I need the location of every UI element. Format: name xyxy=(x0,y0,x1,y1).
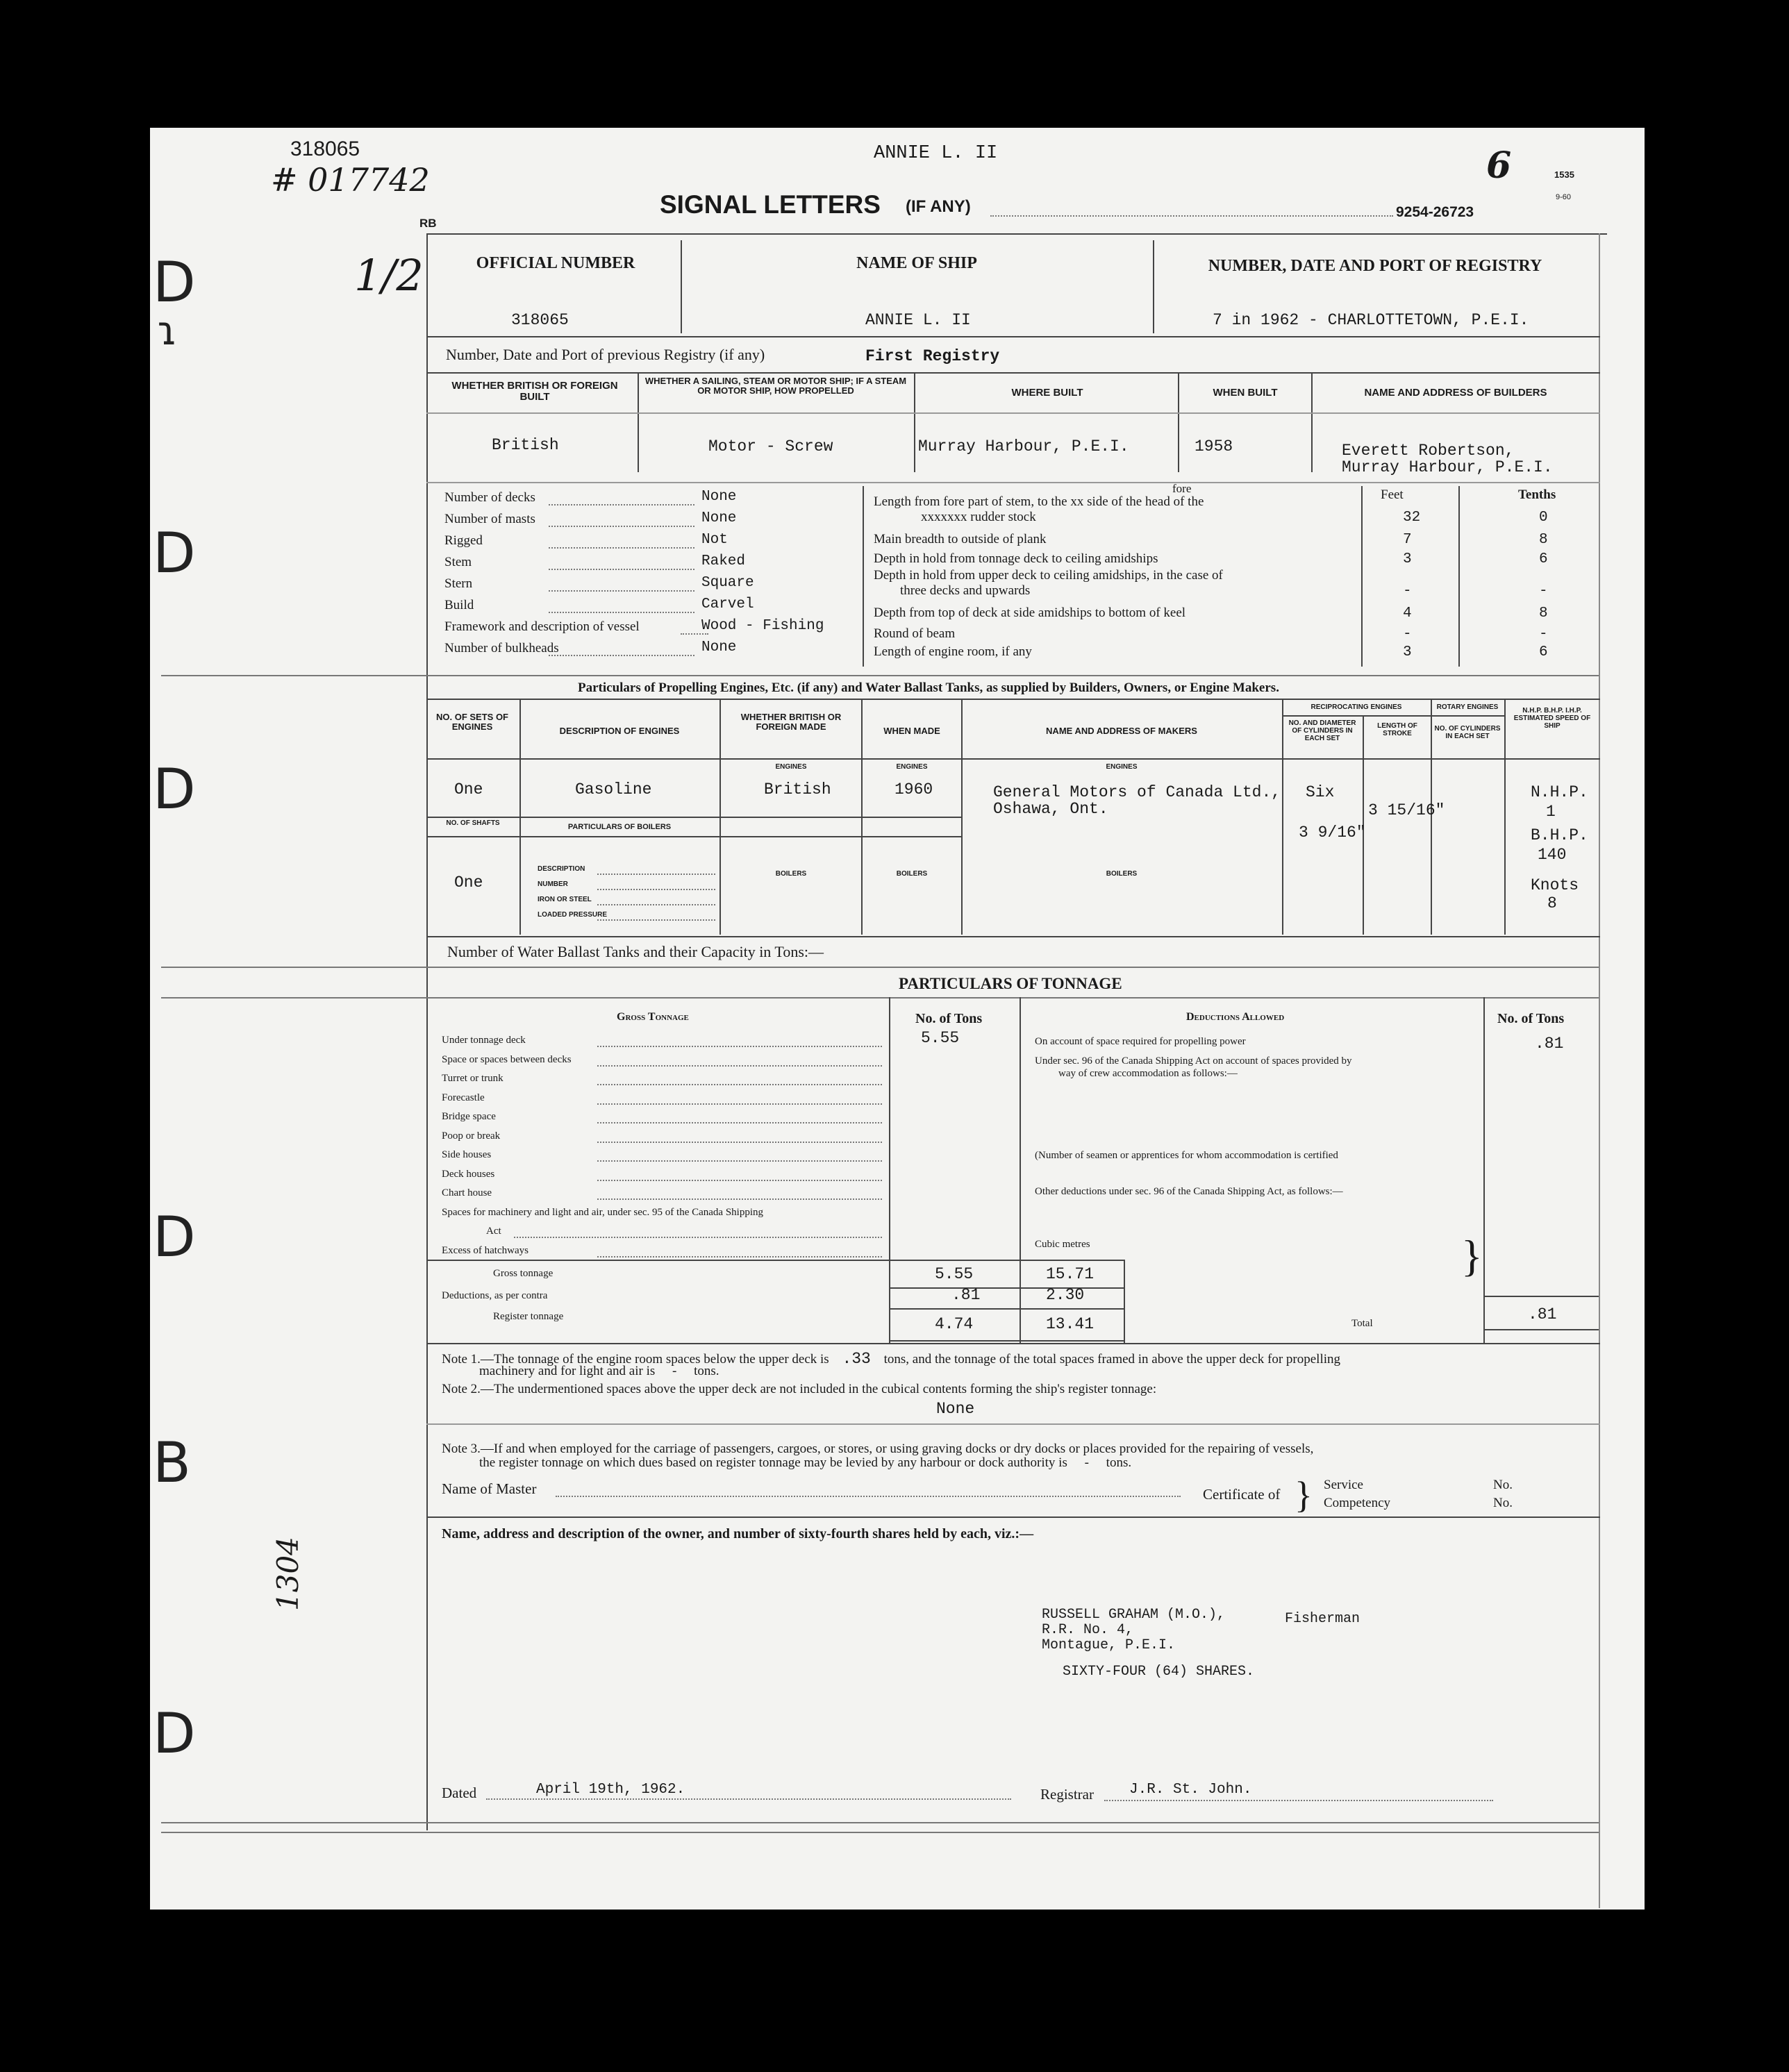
description-label: Build xyxy=(444,598,474,612)
rule xyxy=(1483,1329,1599,1330)
sets-value: One xyxy=(454,780,483,799)
binder-hole: D xyxy=(153,521,196,585)
gross-tonnage-item: Spaces for machinery and light and air, under sec. 95 of the Canada Shipping xyxy=(442,1206,764,1218)
gross-tonnage-leader xyxy=(597,1084,882,1085)
register-tonnage-cubic: 13.41 xyxy=(1046,1315,1095,1333)
dimension-feet: - xyxy=(1403,583,1412,599)
dimension-tenths: - xyxy=(1539,583,1548,599)
tons-header-right: No. of Tons xyxy=(1497,1011,1565,1026)
master-line xyxy=(556,1496,1181,1497)
deduction-crew-2: way of crew accommodation as follows:— xyxy=(1058,1068,1238,1079)
gross-tonnage-leader xyxy=(597,1046,882,1047)
boilers-sub-1: BOILERS xyxy=(775,870,807,878)
description-value: None xyxy=(701,489,737,505)
feet-header: Feet xyxy=(1381,487,1404,502)
rule xyxy=(1599,233,1600,1908)
shafts-value: One xyxy=(454,874,483,892)
dimension-label-2: three decks and upwards xyxy=(900,583,1031,598)
engine-year-value: 1960 xyxy=(894,780,933,799)
port-registry-value: 7 in 1962 - CHARLOTTETOWN, P.E.I. xyxy=(1213,311,1529,329)
gross-tonnage-item: Poop or break xyxy=(442,1130,501,1142)
owner-line2: R.R. No. 4, xyxy=(1042,1622,1134,1638)
engines-sub-2: ENGINES xyxy=(896,763,928,771)
description-header: DESCRIPTION OF ENGINES xyxy=(559,726,680,736)
description-label: Stern xyxy=(444,576,473,591)
top-official-number: 318065 xyxy=(290,137,360,160)
rule xyxy=(426,836,961,837)
when-built-value: 1958 xyxy=(1195,437,1233,456)
description-label: Number of decks xyxy=(444,490,535,505)
gross-tonnage-item: Turret or trunk xyxy=(442,1073,504,1084)
dimension-feet: 32 xyxy=(1403,510,1421,526)
top-ship-name: ANNIE L. II xyxy=(874,143,998,164)
engines-sub-1: ENGINES xyxy=(775,763,807,771)
builders-header: NAME AND ADDRESS OF BUILDERS xyxy=(1364,387,1547,399)
description-leader xyxy=(549,504,694,506)
propulsion-header: WHETHER A SAILING, STEAM OR MOTOR SHIP; IF A STEAM OR MOTOR SHIP, HOW PROPELLED xyxy=(644,376,907,396)
rule xyxy=(1124,1260,1125,1343)
note3-line2 xyxy=(479,1455,1131,1471)
boiler-field-label: IRON OR STEEL xyxy=(538,896,592,903)
deductions-total-tons: .81 xyxy=(951,1286,981,1304)
speed-header: N.H.P. B.H.P. I.H.P. ESTIMATED SPEED OF SHIP xyxy=(1513,707,1591,730)
rule xyxy=(1311,372,1313,472)
where-built-header: WHERE BUILT xyxy=(1011,387,1083,399)
dimension-feet: 3 xyxy=(1403,551,1412,567)
note1-text-b: tons, and the tonnage of the total spaces framed in above the upper deck for propelling xyxy=(883,1352,1341,1367)
builder-line1: Everett Robertson, xyxy=(1342,442,1515,460)
binder-hole: D xyxy=(153,1701,196,1766)
description-label: Stem xyxy=(444,555,472,569)
shafts-header: NO. OF SHAFTS xyxy=(446,819,500,827)
dimension-feet: 3 xyxy=(1403,644,1412,660)
note1-line2 xyxy=(479,1364,719,1379)
margin-handwritten-number: 1304 xyxy=(271,1537,305,1611)
gross-tonnage-item: Act xyxy=(486,1226,501,1237)
rule xyxy=(889,1287,1125,1289)
knots-value: 8 xyxy=(1547,894,1557,912)
registrar-label: Registrar xyxy=(1040,1786,1094,1803)
handwritten-file-number: # 017742 xyxy=(271,161,430,199)
dimension-tenths: 0 xyxy=(1539,510,1548,526)
when-made-header: WHEN MADE xyxy=(883,726,940,736)
gross-tonnage-leader xyxy=(597,1256,882,1258)
total-tons: .81 xyxy=(1528,1305,1557,1323)
binder-hole: D xyxy=(153,757,196,821)
british-made-header: WHETHER BRITISH OR FOREIGN MADE xyxy=(740,712,842,732)
rule xyxy=(426,758,1600,760)
note1-value: .33 xyxy=(842,1350,871,1368)
dimension-label: Length from fore part of stem, to the xx side of the head of the xyxy=(874,494,1204,509)
dimension-tenths: 8 xyxy=(1539,605,1548,621)
corner-code-a: 1535 xyxy=(1554,169,1574,180)
note2-value: None xyxy=(936,1400,975,1418)
knots-label: Knots xyxy=(1531,876,1579,894)
description-value: Not xyxy=(701,532,728,548)
rule xyxy=(1153,240,1154,333)
description-value: Square xyxy=(701,575,754,591)
boilers-sub-2: BOILERS xyxy=(896,870,928,878)
owner-line1: RUSSELL GRAHAM (M.O.), xyxy=(1042,1607,1226,1623)
stroke-value: 3 15/16" xyxy=(1368,801,1445,819)
binder-hook: ɿ xyxy=(157,309,178,354)
owner-shares: SIXTY-FOUR (64) SHARES. xyxy=(1063,1664,1255,1680)
registrar-line xyxy=(1104,1800,1493,1801)
description-leader xyxy=(549,569,694,570)
owner-line3: Montague, P.E.I. xyxy=(1042,1637,1176,1653)
registrar-value: J.R. St. John. xyxy=(1129,1782,1252,1798)
cylinder-diameter-value: 3 9/16" xyxy=(1299,824,1366,842)
previous-registry-value: First Registry xyxy=(865,347,1000,365)
deductions-total-label: Deductions, as per contra xyxy=(442,1290,548,1301)
boiler-field-line xyxy=(597,919,715,921)
cylinders-value: Six xyxy=(1306,783,1335,801)
service-label: Service xyxy=(1324,1478,1363,1492)
rule xyxy=(1361,486,1363,667)
gross-tonnage-item: Space or spaces between decks xyxy=(442,1053,572,1065)
register-tonnage-label: Register tonnage xyxy=(493,1311,564,1322)
gross-tonnage-item: Chart house xyxy=(442,1187,492,1198)
rule xyxy=(1504,699,1506,935)
boilers-sub-3: BOILERS xyxy=(1106,870,1138,878)
signal-letters-if-any: (IF ANY) xyxy=(906,197,971,216)
gross-tonnage-header: Gross Tonnage xyxy=(617,1011,689,1023)
corner-code-b: 9-60 xyxy=(1556,193,1572,201)
dimension-tenths: 8 xyxy=(1539,532,1548,548)
rule xyxy=(1458,486,1460,667)
rule xyxy=(426,482,1600,483)
gross-tonnage-leader xyxy=(514,1237,882,1238)
dimension-label: Depth in hold from upper deck to ceiling amidships, in the case of xyxy=(874,568,1223,583)
gross-total-label: Gross tonnage xyxy=(493,1268,554,1279)
competency-label: Competency xyxy=(1324,1496,1391,1510)
competency-no-label: No. xyxy=(1493,1496,1513,1510)
rule xyxy=(426,233,1607,235)
rule xyxy=(638,372,639,472)
description-label: Number of bulkheads xyxy=(444,641,559,655)
rule xyxy=(426,412,1600,414)
dated-value: April 19th, 1962. xyxy=(536,1782,685,1798)
rule xyxy=(1178,372,1179,472)
engine-maker-line2: Oshawa, Ont. xyxy=(993,800,1108,818)
dimension-label: Main breadth to outside of plank xyxy=(874,532,1047,546)
note3-value: - xyxy=(1084,1455,1089,1470)
binder-hole: D xyxy=(153,250,196,315)
rule xyxy=(426,1343,1600,1344)
cylinder-number-header: NO. OF CYLINDERS IN EACH SET xyxy=(1434,725,1501,740)
description-value: Wood - Fishing xyxy=(701,618,824,634)
brace: } xyxy=(1461,1231,1483,1280)
rule xyxy=(1282,715,1504,717)
british-built-value: British xyxy=(492,436,559,454)
engine-maker-line1: General Motors of Canada Ltd., xyxy=(993,783,1281,801)
description-leader xyxy=(549,526,694,527)
where-built-value: Murray Harbour, P.E.I. xyxy=(918,437,1129,456)
nhp-value: 1 xyxy=(1546,803,1556,821)
rule xyxy=(914,372,915,472)
cubic-metres-label: Cubic metres xyxy=(1035,1239,1090,1250)
dimension-feet: - xyxy=(1403,626,1412,642)
rule xyxy=(161,675,1599,676)
rule xyxy=(426,233,428,1830)
boiler-field-line xyxy=(597,889,715,890)
note1-text-a: Note 1.—The tonnage of the engine room spaces below the upper deck is xyxy=(442,1352,829,1367)
previous-registry-label: Number, Date and Port of previous Registry (if any) xyxy=(446,346,765,363)
corner-mark: 6 xyxy=(1486,144,1512,187)
owner-occupation: Fisherman xyxy=(1285,1611,1361,1627)
dimension-tenths: - xyxy=(1539,626,1548,642)
description-label: Rigged xyxy=(444,533,483,548)
rule xyxy=(889,997,890,1343)
engines-sub-3: ENGINES xyxy=(1106,763,1138,771)
ship-name-header: NAME OF SHIP xyxy=(856,254,977,272)
deductions-total-cubic: 2.30 xyxy=(1046,1286,1085,1304)
rule xyxy=(961,699,963,935)
ship-name-value: ANNIE L. II xyxy=(865,311,971,329)
description-leader xyxy=(549,655,694,656)
official-number-value: 318065 xyxy=(511,311,569,329)
deduction-other: Other deductions under sec. 96 of the Canada Shipping Act, as follows:— xyxy=(1035,1186,1343,1197)
rule xyxy=(863,486,864,667)
bhp-value: 140 xyxy=(1538,846,1567,864)
when-built-header: WHEN BUILT xyxy=(1213,387,1278,399)
propulsion-value: Motor - Screw xyxy=(708,437,833,456)
boiler-field-line xyxy=(597,874,715,875)
binder-hole: D xyxy=(153,1205,196,1269)
rule xyxy=(161,1832,1599,1833)
official-number-header: OFFICIAL NUMBER xyxy=(476,254,635,272)
boiler-field-line xyxy=(597,904,715,905)
certificate-label: Certificate of xyxy=(1203,1486,1281,1503)
bhp-label: B.H.P. xyxy=(1531,826,1588,844)
description-label: Number of masts xyxy=(444,512,535,526)
deduction-propelling-tons: .81 xyxy=(1535,1035,1564,1053)
rule xyxy=(889,1340,1125,1342)
description-label: Framework and description of vessel xyxy=(444,619,640,634)
gross-total-tons: 5.55 xyxy=(935,1265,974,1283)
gross-tonnage-item: Forecastle xyxy=(442,1092,485,1103)
dimension-label-2: xxxxxxx rudder stock xyxy=(921,510,1036,524)
note3-text-c: tons. xyxy=(1106,1455,1132,1470)
rule xyxy=(1483,1296,1599,1297)
dated-label: Dated xyxy=(442,1785,477,1801)
ballast-tanks-label: Number of Water Ballast Tanks and their Capacity in Tons:— xyxy=(447,943,824,960)
engine-description-value: Gasoline xyxy=(575,780,652,799)
dimension-feet: 7 xyxy=(1403,532,1412,548)
binder-hole: B xyxy=(153,1430,191,1495)
rule xyxy=(161,1822,1599,1823)
port-registry-header: NUMBER, DATE AND PORT OF REGISTRY xyxy=(1208,257,1542,275)
gross-tonnage-leader xyxy=(597,1160,882,1162)
under-deck-tons: 5.55 xyxy=(921,1029,960,1047)
engines-title: Particulars of Propelling Engines, Etc. (if any) and Water Ballast Tanks, as supplied by Builders, Owners, or Engine Makers. xyxy=(578,680,1279,695)
dimension-tenths: 6 xyxy=(1539,644,1548,660)
gross-tonnage-leader xyxy=(597,1122,882,1123)
rule xyxy=(161,997,1599,999)
rule xyxy=(681,240,682,333)
rule xyxy=(426,1517,1600,1518)
description-value: Carvel xyxy=(701,596,754,612)
rule xyxy=(426,1423,1600,1425)
description-leader xyxy=(549,590,694,592)
dimension-tenths: 6 xyxy=(1539,551,1548,567)
form-code: 9254-26723 xyxy=(1396,204,1474,220)
note1-text-d: tons. xyxy=(694,1364,719,1378)
boiler-field-label: DESCRIPTION xyxy=(538,865,585,873)
description-value: Raked xyxy=(701,553,746,569)
master-label: Name of Master xyxy=(442,1480,537,1497)
note1-text-c: machinery and for light and air is xyxy=(479,1364,656,1378)
rule xyxy=(426,817,961,818)
description-value: None xyxy=(701,640,737,655)
rule xyxy=(426,336,1600,337)
deduction-crew: Under sec. 96 of the Canada Shipping Act on account of spaces provided by xyxy=(1035,1055,1352,1067)
rb-mark: RB xyxy=(419,217,437,230)
note3-text-a: Note 3.—If and when employed for the carriage of passengers, cargoes, or stores, or using graving docks or dry docks or places provided for the repairing of vessels, xyxy=(442,1442,1314,1456)
deduction-seamen: (Number of seamen or apprentices for whom accommodation is certified xyxy=(1035,1150,1338,1161)
tonnage-title: PARTICULARS OF TONNAGE xyxy=(899,975,1122,992)
note2-text: Note 2.—The undermentioned spaces above the upper deck are not included in the cubical contents forming the ship's register tonnage: xyxy=(442,1382,1157,1396)
dimension-feet: 4 xyxy=(1403,605,1412,621)
rule xyxy=(889,1308,1125,1310)
deduction-propelling: On account of space required for propelling power xyxy=(1035,1036,1246,1047)
sets-header: NO. OF SETS OF ENGINES xyxy=(435,712,508,732)
note3-text-b: the register tonnage on which dues based on register tonnage may be levied by any harbour or dock authority is xyxy=(479,1455,1067,1470)
rule xyxy=(426,1260,1125,1261)
boilers-header: PARTICULARS OF BOILERS xyxy=(567,823,672,831)
gross-total-cubic: 15.71 xyxy=(1046,1265,1095,1283)
makers-header: NAME AND ADDRESS OF MAKERS xyxy=(1046,726,1197,736)
gross-tonnage-item: Bridge space xyxy=(442,1111,496,1122)
service-no-label: No. xyxy=(1493,1478,1513,1492)
dimension-label: Depth in hold from tonnage deck to ceiling amidships xyxy=(874,551,1158,566)
nhp-label: N.H.P. xyxy=(1531,783,1588,801)
gross-tonnage-item: Excess of hatchways xyxy=(442,1244,529,1256)
gross-tonnage-leader xyxy=(597,1142,882,1143)
rule xyxy=(426,936,1600,937)
margin-handwritten-mark: 1/2 xyxy=(354,250,424,301)
note1-value2: - xyxy=(672,1364,677,1378)
certificate-brace: } xyxy=(1295,1474,1313,1516)
fore-annotation: fore xyxy=(1172,482,1192,495)
british-built-header: WHETHER BRITISH OR FOREIGN BUILT xyxy=(451,380,618,403)
gross-tonnage-item: Under tonnage deck xyxy=(442,1035,526,1046)
reciprocating-header: RECIPROCATING ENGINES xyxy=(1310,703,1402,711)
signal-letters-title: SIGNAL LETTERS xyxy=(660,190,881,219)
dated-line xyxy=(486,1798,1011,1800)
owner-label: Name, address and description of the owner, and number of sixty-fourth shares held by each, viz.:— xyxy=(442,1526,1034,1542)
total-label: Total xyxy=(1351,1318,1373,1329)
tenths-header: Tenths xyxy=(1518,487,1556,502)
dimension-label: Length of engine room, if any xyxy=(874,644,1032,659)
gross-tonnage-leader xyxy=(597,1198,882,1200)
rule xyxy=(426,699,1600,700)
rotary-header: ROTARY ENGINES xyxy=(1436,703,1499,711)
rule xyxy=(161,967,1599,968)
gross-tonnage-leader xyxy=(597,1065,882,1067)
rule xyxy=(426,372,1600,374)
description-value: None xyxy=(701,510,737,526)
gross-tonnage-item: Side houses xyxy=(442,1149,492,1160)
gross-tonnage-leader xyxy=(597,1103,882,1105)
description-leader xyxy=(549,612,694,613)
dimension-label: Depth from top of deck at side amidships to bottom of keel xyxy=(874,605,1186,620)
description-leader xyxy=(549,547,694,549)
builder-line2: Murray Harbour, P.E.I. xyxy=(1342,458,1553,476)
cylinder-diameter-header: NO. AND DIAMETER OF CYLINDERS IN EACH SET xyxy=(1288,719,1356,742)
gross-tonnage-leader xyxy=(597,1180,882,1181)
boiler-field-label: LOADED PRESSURE xyxy=(538,911,608,919)
stroke-header: LENGTH OF STROKE xyxy=(1377,722,1417,737)
deductions-header: Deductions Allowed xyxy=(1186,1011,1285,1023)
rule xyxy=(1020,997,1021,1343)
tons-header-left: No. of Tons xyxy=(915,1011,983,1026)
register-tonnage-tons: 4.74 xyxy=(935,1315,974,1333)
gross-tonnage-item: Deck houses xyxy=(442,1168,495,1180)
boiler-field-label: NUMBER xyxy=(538,880,568,888)
rule xyxy=(1483,997,1485,1343)
engine-british-value: British xyxy=(764,780,831,799)
dimension-label: Round of beam xyxy=(874,626,956,641)
signal-letters-line xyxy=(990,215,1393,217)
